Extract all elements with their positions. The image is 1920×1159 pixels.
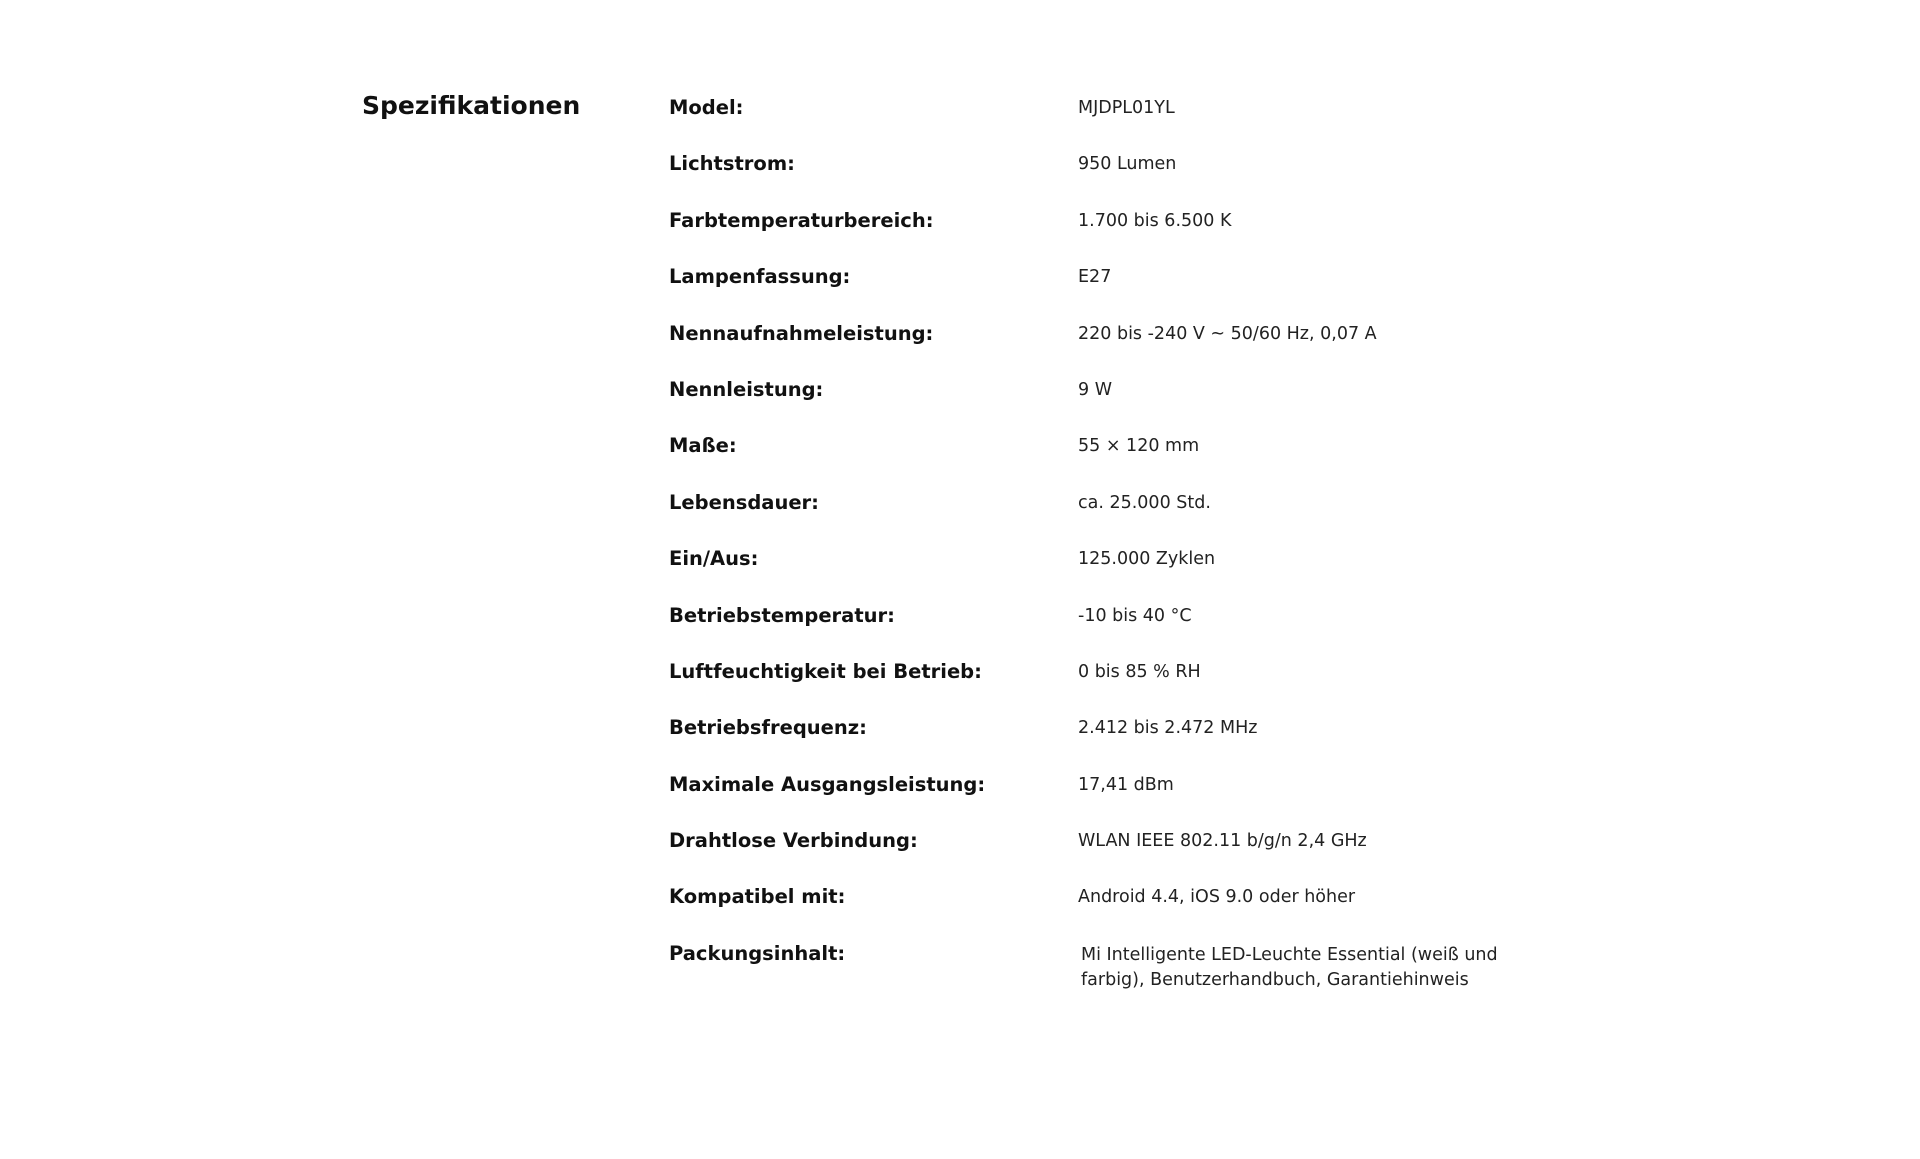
spec-row-rated-input [669, 318, 1669, 374]
spec-label: Ein/Aus: [669, 547, 759, 571]
section-title: Spezifikationen [362, 91, 581, 120]
spec-row-model [669, 92, 1669, 148]
spec-value: 950 Lumen [1078, 154, 1177, 175]
spec-value: MJDPL01YL [1078, 98, 1175, 118]
spec-label: Lebensdauer: [669, 490, 819, 514]
spec-row-operating-humidity [669, 656, 1669, 712]
spec-value: -10 bis 40 °C [1078, 605, 1192, 626]
spec-value: Mi Intelligente LED-Leuchte Essential (weiß und farbig), Benutzerhandbuch, Garantiehinweis [1081, 944, 1498, 990]
spec-label: Nennaufnahmeleistung: [669, 321, 934, 345]
spec-value: Android 4.4, iOS 9.0 oder höher [1078, 887, 1356, 908]
spec-value: 220 bis -240 V ~ 50/60 Hz, 0,07 A [1078, 323, 1377, 344]
spec-row-lamp-socket [669, 261, 1669, 317]
spec-row-on-off-cycles [669, 543, 1669, 599]
spec-label: Lampenfassung: [669, 265, 851, 289]
spec-value: 0 bis 85 % RH [1078, 661, 1201, 682]
spec-row-color-temperature [669, 205, 1669, 261]
spec-row-luminous-flux [669, 148, 1669, 204]
spec-row-operating-frequency [669, 712, 1669, 768]
spec-value: 2.412 bis 2.472 MHz [1078, 718, 1258, 739]
spec-label: Drahtlose Verbindung: [669, 829, 918, 853]
spec-label: Maximale Ausgangsleistung: [669, 772, 986, 796]
spec-row-compatibility [669, 881, 1669, 937]
spec-label: Packungsinhalt: [669, 941, 846, 965]
spec-value: 55 × 120 mm [1078, 436, 1200, 457]
spec-value: 1.700 bis 6.500 K [1078, 210, 1232, 231]
spec-label: Kompatibel mit: [669, 885, 846, 909]
spec-row-operating-temperature [669, 600, 1669, 656]
spec-row-dimensions [669, 430, 1669, 486]
spec-label: Maße: [669, 434, 737, 458]
spec-value: E27 [1078, 267, 1112, 288]
spec-label: Farbtemperaturbereich: [669, 208, 934, 232]
spec-row-lifespan [669, 487, 1669, 543]
spec-label: Nennleistung: [669, 377, 824, 401]
spec-row-max-output-power [669, 769, 1669, 825]
spec-row-rated-power [669, 374, 1669, 430]
spec-value: 9 W [1078, 379, 1113, 400]
spec-label: Model: [669, 96, 744, 119]
spec-value: WLAN IEEE 802.11 b/g/n 2,4 GHz [1078, 831, 1367, 852]
spec-label: Luftfeuchtigkeit bei Betrieb: [669, 659, 982, 683]
spec-label: Betriebsfrequenz: [669, 716, 867, 740]
spec-value: 125.000 Zyklen [1078, 549, 1216, 570]
spec-list [669, 92, 1669, 994]
spec-value: ca. 25.000 Std. [1078, 492, 1211, 513]
spec-label: Betriebstemperatur: [669, 603, 895, 627]
spec-row-wireless-connection [669, 825, 1669, 881]
spec-label: Lichtstrom: [669, 152, 795, 176]
spec-row-package-contents [669, 938, 1669, 994]
spec-value: 17,41 dBm [1078, 774, 1174, 795]
